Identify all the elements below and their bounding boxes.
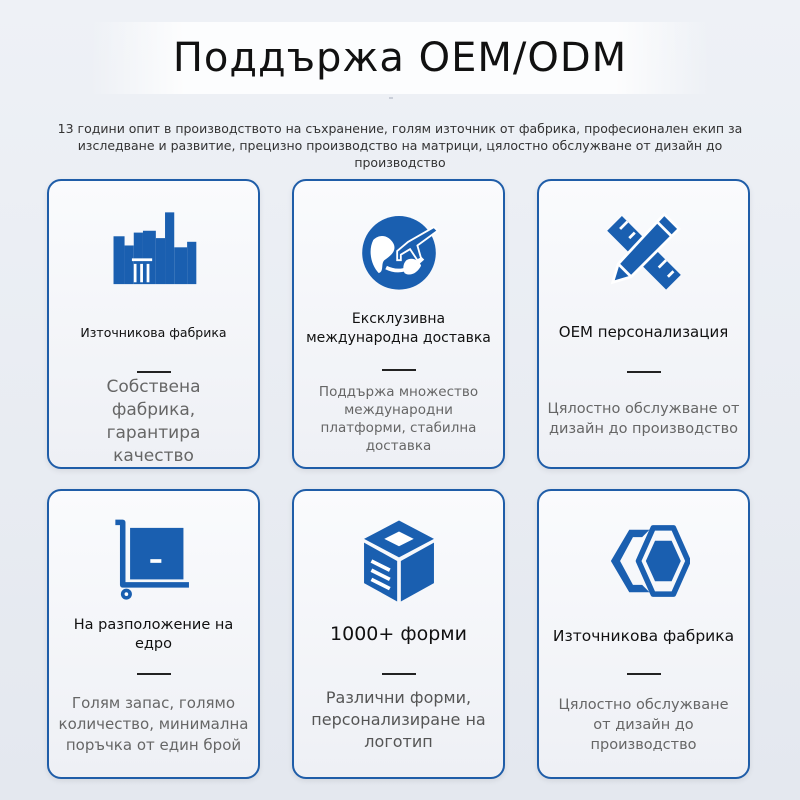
card-description: Цялостно обслужване от дизайн до производство [547,401,740,437]
card-divider [627,371,661,373]
title-divider [389,97,393,99]
card-title: Ексклузивна международна доставка [306,311,491,346]
card-title: На разположение на едро [73,617,234,652]
card-description: Поддържа множество международни платформи, стабилна доставка [318,384,479,454]
card-title: Източникова фабрика [552,627,735,645]
card-divider [627,673,661,675]
hexagon-icon [598,515,690,607]
card-divider [382,369,416,371]
pencil-ruler-icon [598,205,690,297]
cube-icon [353,515,445,607]
card-title: Източникова фабрика [80,324,227,340]
subtitle-line-1: 13 години опит в производството на съхранение, голям източник от фабрика, професионален екип за [57,121,743,136]
card-title: 1000+ форми [330,623,467,645]
feature-card-factory-2 [537,489,750,779]
page-subtitle [40,120,760,171]
card-divider [137,371,171,373]
card-divider [137,673,171,675]
card-description: Различни форми, персонализиране на логотип [311,688,486,751]
feature-card-shipping [292,179,505,469]
card-title: OEM персонализация [558,323,729,341]
card-description: Голям запас, голямо количество, минимална поръчка от един брой [58,694,249,754]
subtitle-line-2: изследване и развитие, прецизно производство на матрици, цялостно обслужване от дизайн до производство [77,138,723,170]
globe-plane-icon [353,205,445,297]
card-description: Цялостно обслужване от дизайн до производство [558,697,729,753]
feature-card-oem [537,179,750,469]
page-title: Поддържа OEM/ODM [172,35,628,81]
feature-card-shapes [292,489,505,779]
feature-card-wholesale [47,489,260,779]
card-description: Собствена фабрика, гарантира качество [106,377,201,466]
warehouse-cart-icon [108,515,200,607]
title-banner [90,22,710,94]
factory-icon [108,205,200,297]
feature-card-factory [47,179,260,469]
card-divider [382,673,416,675]
